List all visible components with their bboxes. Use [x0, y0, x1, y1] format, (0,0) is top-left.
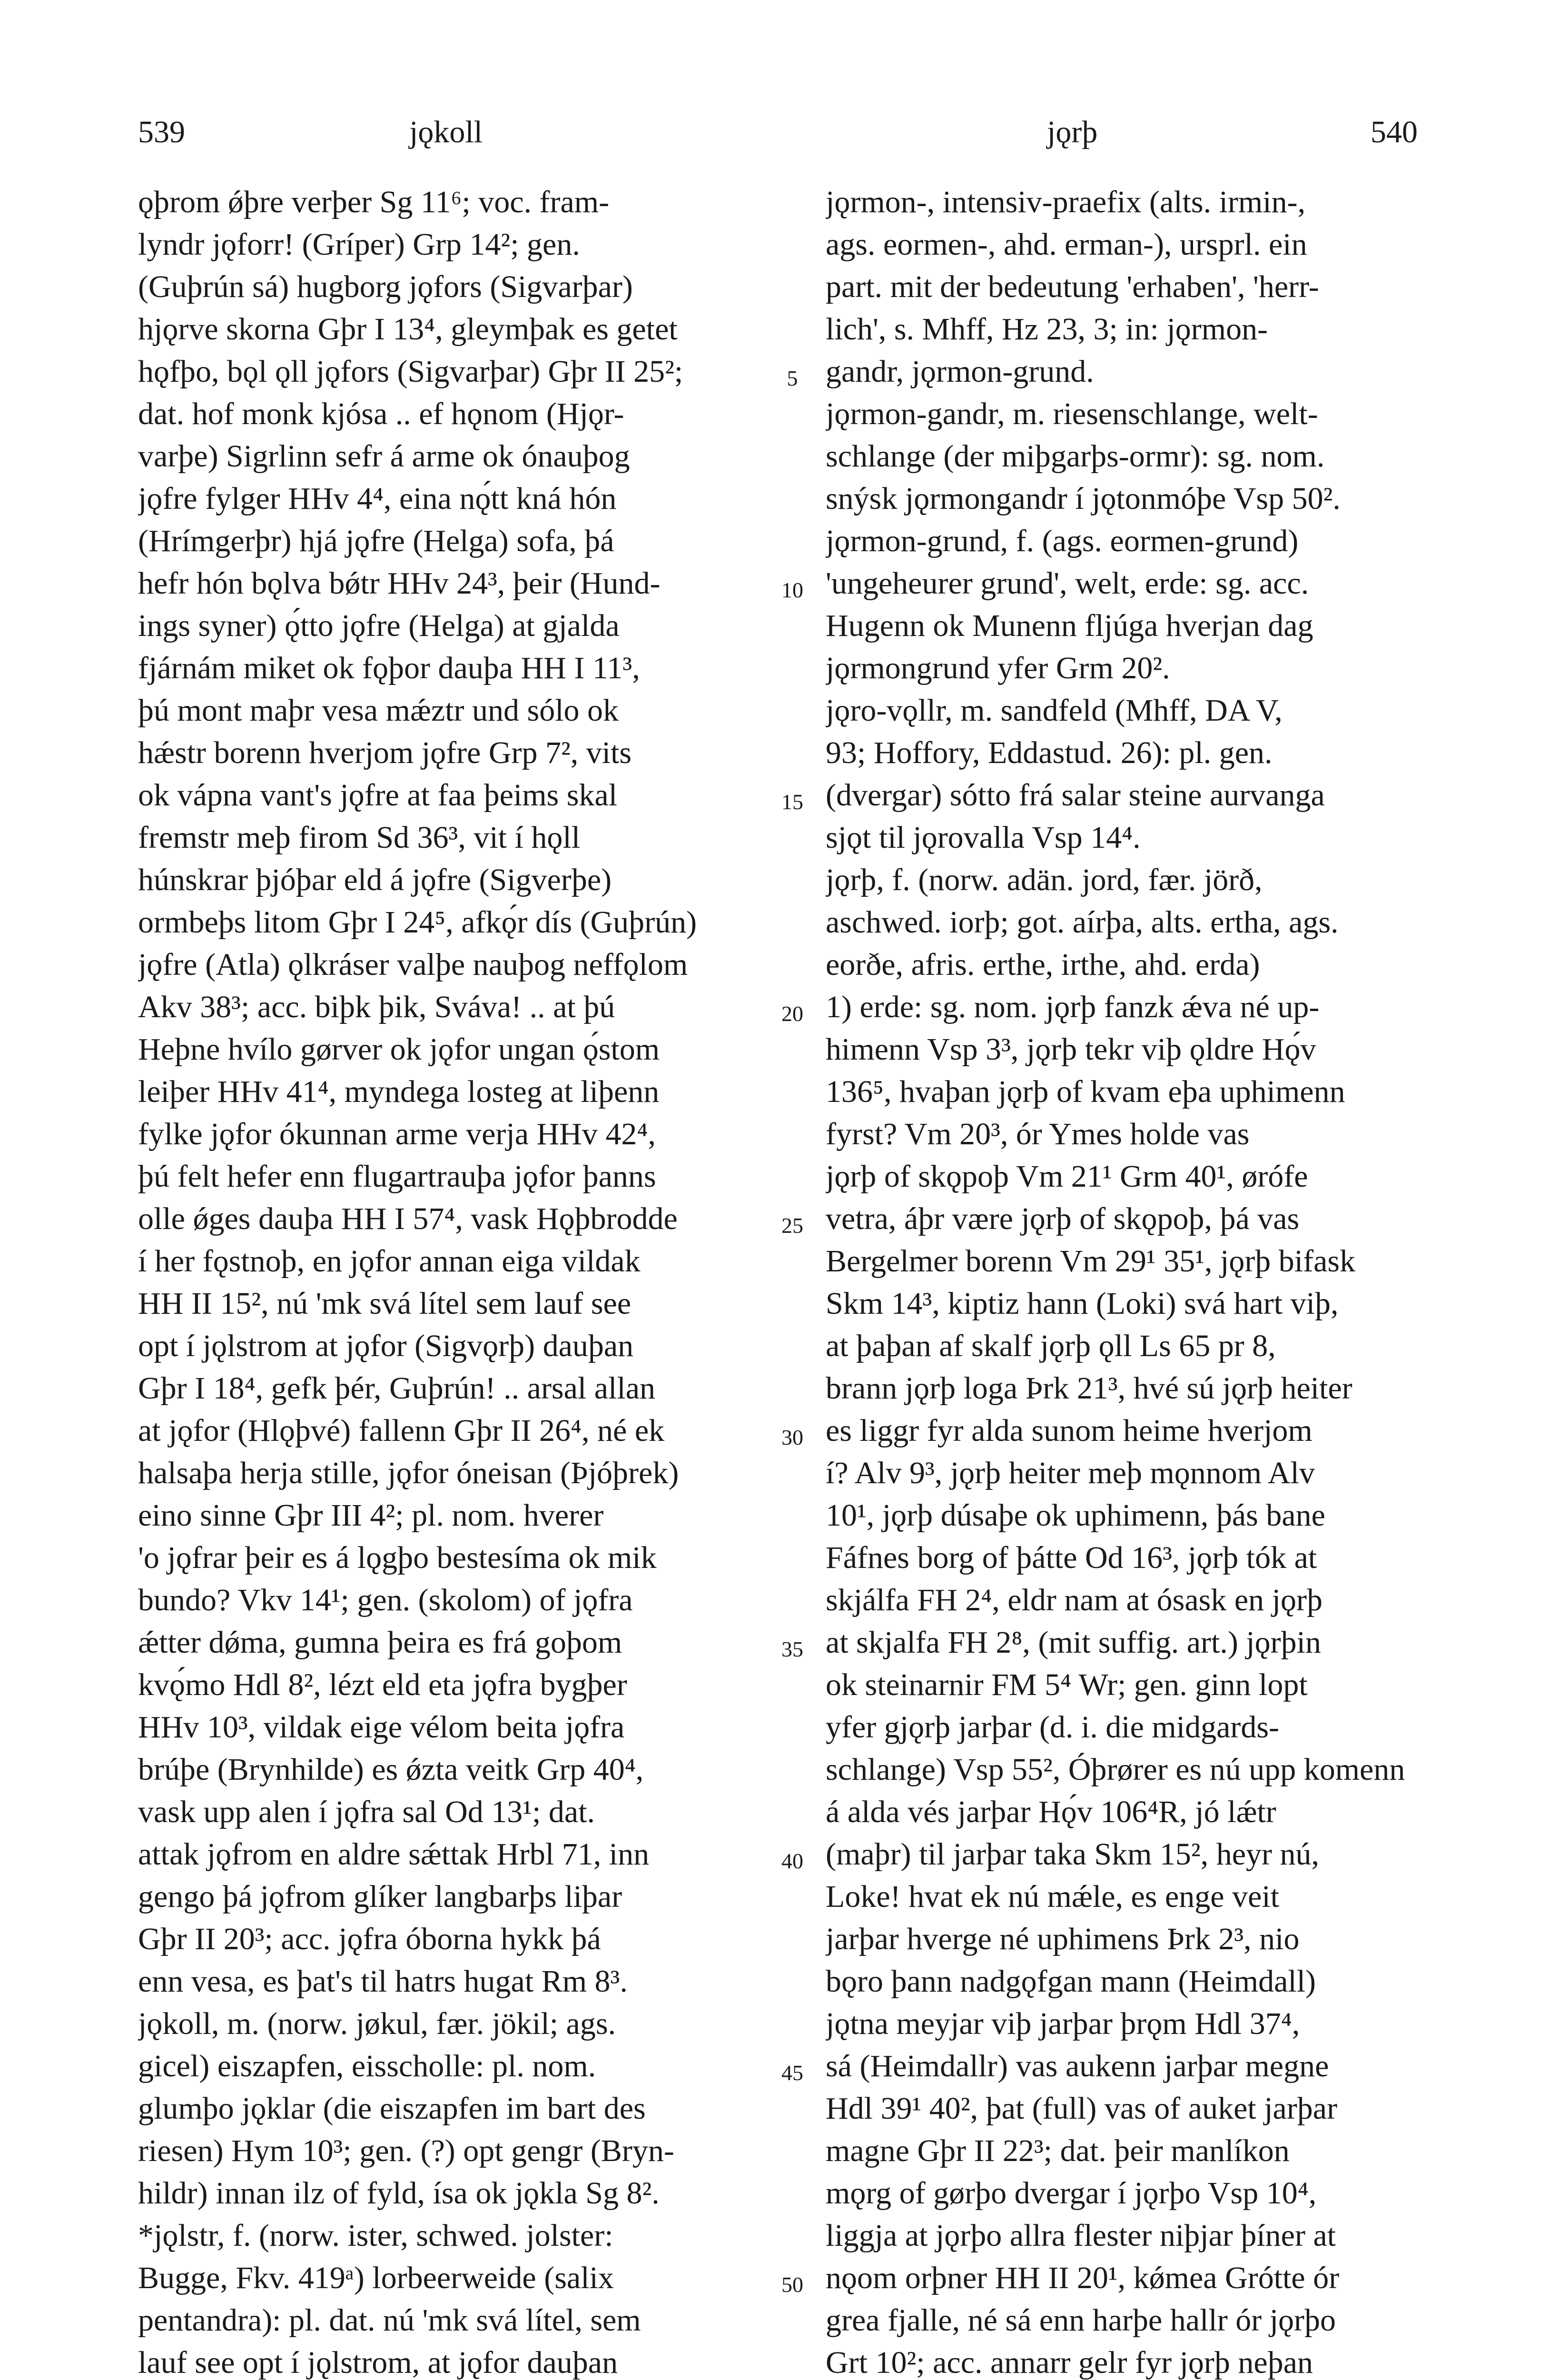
running-head-right: jǫrþ [1047, 115, 1098, 149]
running-head-left: jǫkoll [409, 115, 483, 149]
page-number-left: 539 [138, 115, 185, 149]
text-line: aschwed. iorþ; got. aírþa, alts. ertha, ags. [826, 905, 1339, 940]
text-line: jǫro-vǫllr, m. sandfeld (Mhff, DA V, [826, 693, 1283, 728]
line-number: 35 [781, 1637, 803, 1661]
text-line: ings syner) ǫ́tto jǫfre (Helga) at gjalda [138, 608, 620, 643]
page-header [0, 114, 1559, 171]
text-line: varþe) Sigrlinn sefr á arme ok ónauþog [138, 439, 630, 474]
text-line: 136⁵, hvaþan jǫrþ of kvam eþa uphimenn [826, 1074, 1345, 1109]
text-line: opt í jǫlstrom at jǫfor (Sigvǫrþ) dauþan [138, 1329, 634, 1363]
text-line: at þaþan af skalf jǫrþ ǫll Ls 65 pr 8, [826, 1329, 1276, 1363]
text-line: 1) erde: sg. nom. jǫrþ fanzk ǽva né up- [826, 990, 1320, 1024]
text-line: bundo? Vkv 14¹; gen. (skolom) of jǫfra [138, 1583, 633, 1617]
text-line: enn vesa, es þat's til hatrs hugat Rm 8³. [138, 1964, 628, 1999]
text-line: yfer gjǫrþ jarþar (d. i. die midgards- [826, 1710, 1280, 1745]
text-line: jarþar hverge né uphimens Þrk 2³, nio [826, 1922, 1300, 1956]
text-line: ok vápna vant's jǫfre at faa þeims skal [138, 778, 618, 813]
text-line: gicel) eiszapfen, eisscholle: pl. nom. [138, 2049, 596, 2083]
text-line: (Hrímgerþr) hjá jǫfre (Helga) sofa, þá [138, 524, 614, 558]
text-line: brúþe (Brynhilde) es ǿzta veitk Grp 40⁴, [138, 1752, 644, 1787]
text-line: ok steinarnir FM 5⁴ Wr; gen. ginn lopt [826, 1667, 1308, 1702]
text-line: nǫom orþner HH II 20¹, kǿmea Grótte ór [826, 2261, 1340, 2295]
text-line: himenn Vsp 3³, jǫrþ tekr viþ ǫldre Hǫ́v [826, 1032, 1316, 1067]
text-line: þú mont maþr vesa mǽztr und sólo ok [138, 693, 619, 728]
text-line: Hdl 39¹ 40², þat (full) vas of auket jarþar [826, 2091, 1338, 2126]
text-line: Skm 14³, kiptiz hann (Loki) svá hart viþ, [826, 1286, 1339, 1321]
text-line: Bergelmer borenn Vm 29¹ 35¹, jǫrþ bifask [826, 1244, 1356, 1279]
text-line: sá (Heimdallr) vas aukenn jarþar megne [826, 2049, 1329, 2083]
text-line: pentandra): pl. dat. nú 'mk svá lítel, sem [138, 2303, 641, 2338]
text-line: (dvergar) sótto frá salar steine aurvanga [826, 778, 1325, 813]
text-line: snýsk jǫrmongandr í jǫtonmóþe Vsp 50². [826, 481, 1341, 516]
text-line: Hugenn ok Munenn fljúga hverjan dag [826, 608, 1313, 643]
text-line: liggja at jǫrþo allra flester niþjar þíner at [826, 2218, 1336, 2253]
text-line: olle ǿges dauþa HH I 57⁴, vask Hǫþbrodde [138, 1201, 678, 1236]
text-line: jǫkoll, m. (norw. jøkul, fær. jökil; ags. [138, 2006, 616, 2041]
text-line: dat. hof monk kjósa .. ef hǫnom (Hjǫr- [138, 397, 624, 431]
right-column [826, 181, 1435, 2380]
text-line: hjǫrve skorna Gþr I 13⁴, gleymþak es getet [138, 312, 678, 347]
text-line: eino sinne Gþr III 4²; pl. nom. hverer [138, 1498, 604, 1533]
line-number: 20 [781, 1002, 803, 1026]
text-line: Gþr I 18⁴, gefk þér, Guþrún! .. arsal allan [138, 1371, 656, 1406]
text-line: hildr) innan ilz of fyld, ísa ok jǫkla Sg 8². [138, 2176, 660, 2211]
text-line: á alda vés jarþar Hǫ́v 106⁴R, jó lǽtr [826, 1795, 1276, 1829]
text-line: es liggr fyr alda sunom heime hverjom [826, 1413, 1312, 1448]
text-line: Akv 38³; acc. biþk þik, Sváva! .. at þú [138, 990, 615, 1024]
line-number: 45 [781, 2061, 803, 2085]
text-line: mǫrg of gørþo dvergar í jǫrþo Vsp 10⁴, [826, 2176, 1317, 2211]
text-line: lich', s. Mhff, Hz 23, 3; in: jǫrmon- [826, 312, 1268, 347]
text-line: jǫrmongrund yfer Grm 20². [826, 651, 1170, 685]
text-line: Gþr II 20³; acc. jǫfra óborna hykk þá [138, 1922, 601, 1956]
text-line: 'o jǫfrar þeir es á lǫgþo bestesíma ok mik [138, 1540, 657, 1575]
text-line: lyndr jǫforr! (Gríper) Grp 14²; gen. [138, 227, 580, 262]
text-line: skjálfa FH 2⁴, eldr nam at ósask en jǫrþ [826, 1583, 1322, 1617]
text-line: fjárnám miket ok fǫþor dauþa HH I 11³, [138, 651, 640, 685]
text-line: (Guþrún sá) hugborg jǫfors (Sigvarþar) [138, 269, 633, 304]
text-line: ags. eormen-, ahd. erman-), ursprl. ein [826, 227, 1307, 262]
text-line: HHv 10³, vildak eige vélom beita jǫfra [138, 1710, 625, 1745]
left-column [138, 181, 771, 2380]
text-line: í her fǫstnoþ, en jǫfor annan eiga vildak [138, 1244, 641, 1279]
text-line: (maþr) til jarþar taka Skm 15², heyr nú, [826, 1837, 1319, 1872]
text-line: Loke! hvat ek nú mǽle, es enge veit [826, 1879, 1280, 1914]
text-line: húnskrar þjóþar eld á jǫfre (Sigverþe) [138, 863, 612, 897]
text-line: eorðe, afris. erthe, irthe, ahd. erda) [826, 947, 1260, 982]
text-line: fylke jǫfor ókunnan arme verja HHv 42⁴, [138, 1117, 656, 1151]
text-line: ǫþrom ǿþre verþer Sg 11⁶; voc. fram- [138, 185, 610, 219]
text-line: hǽstr borenn hverjom jǫfre Grp 7², vits [138, 735, 632, 770]
text-line: *jǫlstr, f. (norw. ister, schwed. jolster: [138, 2218, 613, 2253]
text-line: jǫrþ, f. (norw. adän. jord, fær. jörð, [826, 863, 1263, 897]
text-line: jǫrmon-grund, f. (ags. eormen-grund) [826, 524, 1299, 558]
text-line: leiþer HHv 41⁴, myndega losteg at liþenn [138, 1074, 660, 1109]
line-number: 10 [781, 578, 803, 602]
text-line: glumþo jǫklar (die eiszapfen im bart des [138, 2091, 646, 2126]
text-line: í? Alv 9³, jǫrþ heiter meþ mǫnnom Alv [826, 1456, 1315, 1490]
text-line: brann jǫrþ loga Þrk 21³, hvé sú jǫrþ heiter [826, 1371, 1352, 1406]
text-line: at skjalfa FH 2⁸, (mit suffig. art.) jǫrþin [826, 1625, 1321, 1660]
text-line: hǫfþo, bǫl ǫll jǫfors (Sigvarþar) Gþr II 25²; [138, 354, 683, 389]
text-line: vask upp alen í jǫfra sal Od 13¹; dat. [138, 1795, 595, 1829]
text-line: attak jǫfrom en aldre sǽttak Hrbl 71, inn [138, 1837, 650, 1872]
text-line: sjǫt til jǫrovalla Vsp 14⁴. [826, 820, 1141, 855]
text-line: kvǫ́mo Hdl 8², lézt eld eta jǫfra bygþer [138, 1667, 627, 1702]
text-line: jǫtna meyjar viþ jarþar þrǫm Hdl 37⁴, [826, 2006, 1300, 2041]
text-line: schlange) Vsp 55², Óþrører es nú upp komenn [826, 1752, 1405, 1787]
text-line: part. mit der bedeutung 'erhaben', 'herr- [826, 269, 1319, 304]
text-line: þú felt hefer enn flugartrauþa jǫfor þanns [138, 1159, 656, 1194]
text-line: ǽtter dǿma, gumna þeira es frá goþom [138, 1625, 622, 1660]
text-line: fremstr meþ firom Sd 36³, vit í hǫll [138, 820, 581, 855]
page-number-right: 540 [1371, 115, 1418, 149]
line-number: 50 [781, 2272, 803, 2297]
text-line: fyrst? Vm 20³, ór Ymes holde vas [826, 1117, 1250, 1151]
text-line: jǫfre (Atla) ǫlkráser valþe nauþog neffǫlom [138, 947, 688, 982]
text-line: 10¹, jǫrþ dúsaþe ok uphimenn, þás bane [826, 1498, 1325, 1533]
line-number: 5 [787, 366, 798, 390]
text-line: halsaþa herja stille, jǫfor óneisan (Þjóþrek) [138, 1456, 679, 1490]
text-line: bǫro þann nadgǫfgan mann (Heimdall) [826, 1964, 1316, 1999]
text-line: schlange (der miþgarþs-ormr): sg. nom. [826, 439, 1325, 474]
line-number: 30 [781, 1425, 803, 1449]
text-line: riesen) Hym 10³; gen. (?) opt gengr (Bryn- [138, 2133, 674, 2168]
text-line: magne Gþr II 22³; dat. þeir manlíkon [826, 2133, 1290, 2168]
text-line: jǫrþ of skǫpoþ Vm 21¹ Grm 40¹, ørófe [826, 1159, 1308, 1194]
line-number: 15 [781, 790, 803, 814]
text-line: lauf see opt í jǫlstrom, at jǫfor dauþan [138, 2345, 618, 2380]
text-line: vetra, áþr være jǫrþ of skǫpoþ, þá vas [826, 1201, 1300, 1236]
text-line: Heþne hvílo gørver ok jǫfor ungan ǫ́stom [138, 1032, 660, 1067]
text-line: HH II 15², nú 'mk svá lítel sem lauf see [138, 1286, 631, 1321]
text-line: 93; Hoffory, Eddastud. 26): pl. gen. [826, 735, 1273, 770]
line-number: 40 [781, 1849, 803, 1873]
line-number: 25 [781, 1213, 803, 1238]
text-line: Fáfnes borg of þátte Od 16³, jǫrþ tók at [826, 1540, 1317, 1575]
text-line: Bugge, Fkv. 419ᵃ) lorbeerweide (salix [138, 2261, 614, 2295]
text-line: jǫrmon-, intensiv-praefix (alts. irmin-, [826, 185, 1306, 219]
text-line: gengo þá jǫfrom glíker langbarþs liþar [138, 1879, 622, 1914]
text-line: grea fjalle, né sá enn harþe hallr ór jǫrþo [826, 2303, 1336, 2338]
text-line: hefr hón bǫlva bǿtr HHv 24³, þeir (Hund- [138, 566, 661, 601]
text-line: Grt 10²; acc. annarr gelr fyr jǫrþ neþan [826, 2345, 1313, 2380]
text-line: 'ungeheurer grund', welt, erde: sg. acc. [826, 566, 1309, 601]
text-line: at jǫfor (Hlǫþvé) fallenn Gþr II 26⁴, né ek [138, 1413, 665, 1448]
text-line: ormbeþs litom Gþr I 24⁵, afkǫ́r dís (Guþrún) [138, 905, 697, 940]
text-line: jǫfre fylger HHv 4⁴, eina nǫ́tt kná hón [138, 481, 617, 516]
text-line: gandr, jǫrmon-grund. [826, 354, 1094, 389]
text-line: jǫrmon-gandr, m. riesenschlange, welt- [826, 397, 1318, 431]
